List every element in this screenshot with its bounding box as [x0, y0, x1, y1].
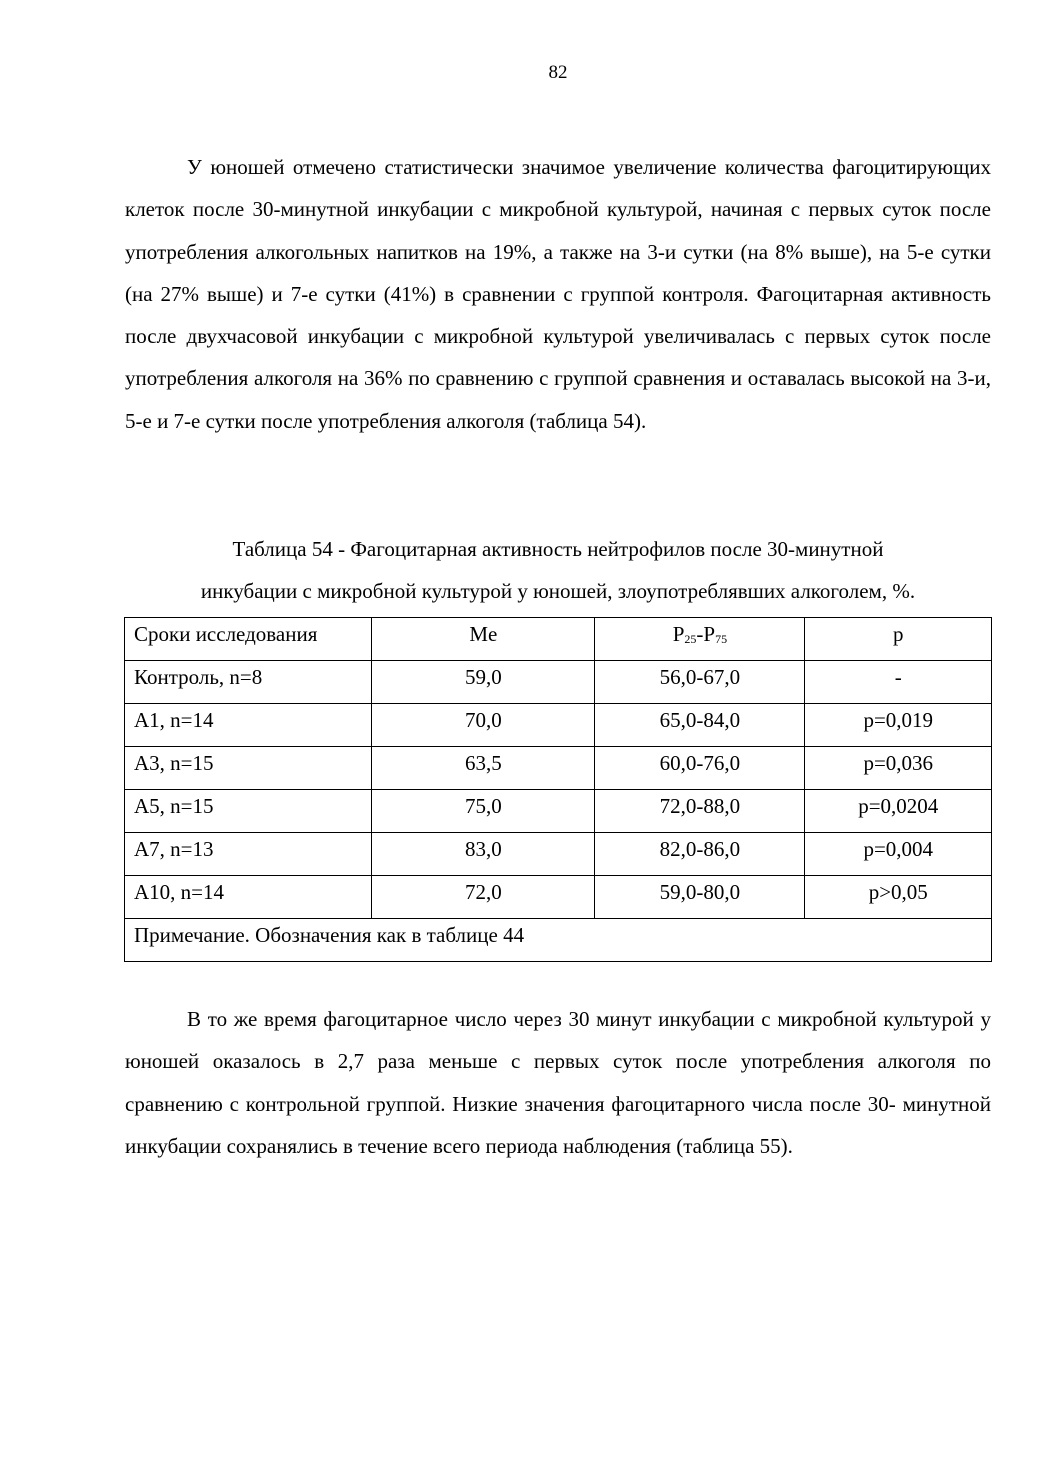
table-row: [125, 661, 992, 704]
header-period: Сроки исследования: [125, 618, 372, 661]
cell-range: 60,0-76,0: [595, 747, 805, 790]
table-header-row: [125, 618, 992, 661]
table-row: [125, 833, 992, 876]
header-dash-p: -P: [696, 622, 716, 646]
cell-group: Контроль, n=8: [125, 661, 372, 704]
table-row: [125, 747, 992, 790]
header-sub-25: 25: [684, 632, 697, 646]
table-row: [125, 790, 992, 833]
cell-p: p=0,0204: [805, 790, 992, 833]
cell-group: А10, n=14: [125, 876, 372, 919]
header-p-letter: P: [672, 622, 685, 646]
cell-group: А3, n=15: [125, 747, 372, 790]
header-me: Me: [372, 618, 595, 661]
cell-p: p>0,05: [805, 876, 992, 919]
cell-me: 59,0: [372, 661, 595, 704]
paragraph-1: У юношей отмечено статистически значимое увеличение количества фагоцитирующих клеток после 30-минутной инкубации с микробной культурой, начиная с первых суток после употребления алкогольных напитков на 19%, а также на 3-и сутки (на 8% выше), на 5-е сутки (на 27% выше) и 7-е сутки (41%) в сравнении с группой контроля. Фагоцитарная активность после двухчасовой инкубации с микробной культурой увеличивалась с первых суток после употребления алкоголя на 36% по сравнению с группой сравнения и оставалась высокой на 3-и, 5-е и 7-е сутки после употребления алкоголя (таблица 54).: [125, 155, 991, 433]
cell-range: 56,0-67,0: [595, 661, 805, 704]
cell-p: p=0,019: [805, 704, 992, 747]
cell-range: 65,0-84,0: [595, 704, 805, 747]
cell-p: -: [805, 661, 992, 704]
cell-me: 70,0: [372, 704, 595, 747]
header-sub-75: 75: [715, 632, 728, 646]
cell-me: 63,5: [372, 747, 595, 790]
cell-me: 83,0: [372, 833, 595, 876]
cell-p: p=0,004: [805, 833, 992, 876]
cell-range: 59,0-80,0: [595, 876, 805, 919]
cell-group: А7, n=13: [125, 833, 372, 876]
cell-group: А5, n=15: [125, 790, 372, 833]
table-row: [125, 876, 992, 919]
data-table: [124, 617, 992, 962]
table-note-row: [125, 919, 992, 962]
table-row: [125, 704, 992, 747]
cell-me: 72,0: [372, 876, 595, 919]
cell-range: 82,0-86,0: [595, 833, 805, 876]
table-caption: [125, 528, 991, 612]
header-percentiles: [595, 618, 805, 661]
cell-group: А1, n=14: [125, 704, 372, 747]
cell-me: 75,0: [372, 790, 595, 833]
table-caption-line-1: Таблица 54 - Фагоцитарная активность нейтрофилов после 30-минутной: [232, 537, 884, 561]
table-caption-line-2: инкубации с микробной культурой у юношей, злоупотреблявших алкоголем, %.: [200, 579, 916, 603]
cell-p: p=0,036: [805, 747, 992, 790]
table-note: Примечание. Обозначения как в таблице 44: [125, 919, 992, 962]
page-number: 82: [548, 62, 568, 83]
paragraph-2: В то же время фагоцитарное число через 30 минут инкубации с микробной культурой у юношей оказалось в 2,7 раза меньше с первых суток после употребления алкоголя по сравнению с контрольной группой. Низкие значения фагоцитарного числа после 30- минутной инкубации сохранялись в течение всего периода наблюдения (таблица 55).: [125, 1007, 991, 1158]
cell-range: 72,0-88,0: [595, 790, 805, 833]
header-p-value: p: [805, 618, 992, 661]
